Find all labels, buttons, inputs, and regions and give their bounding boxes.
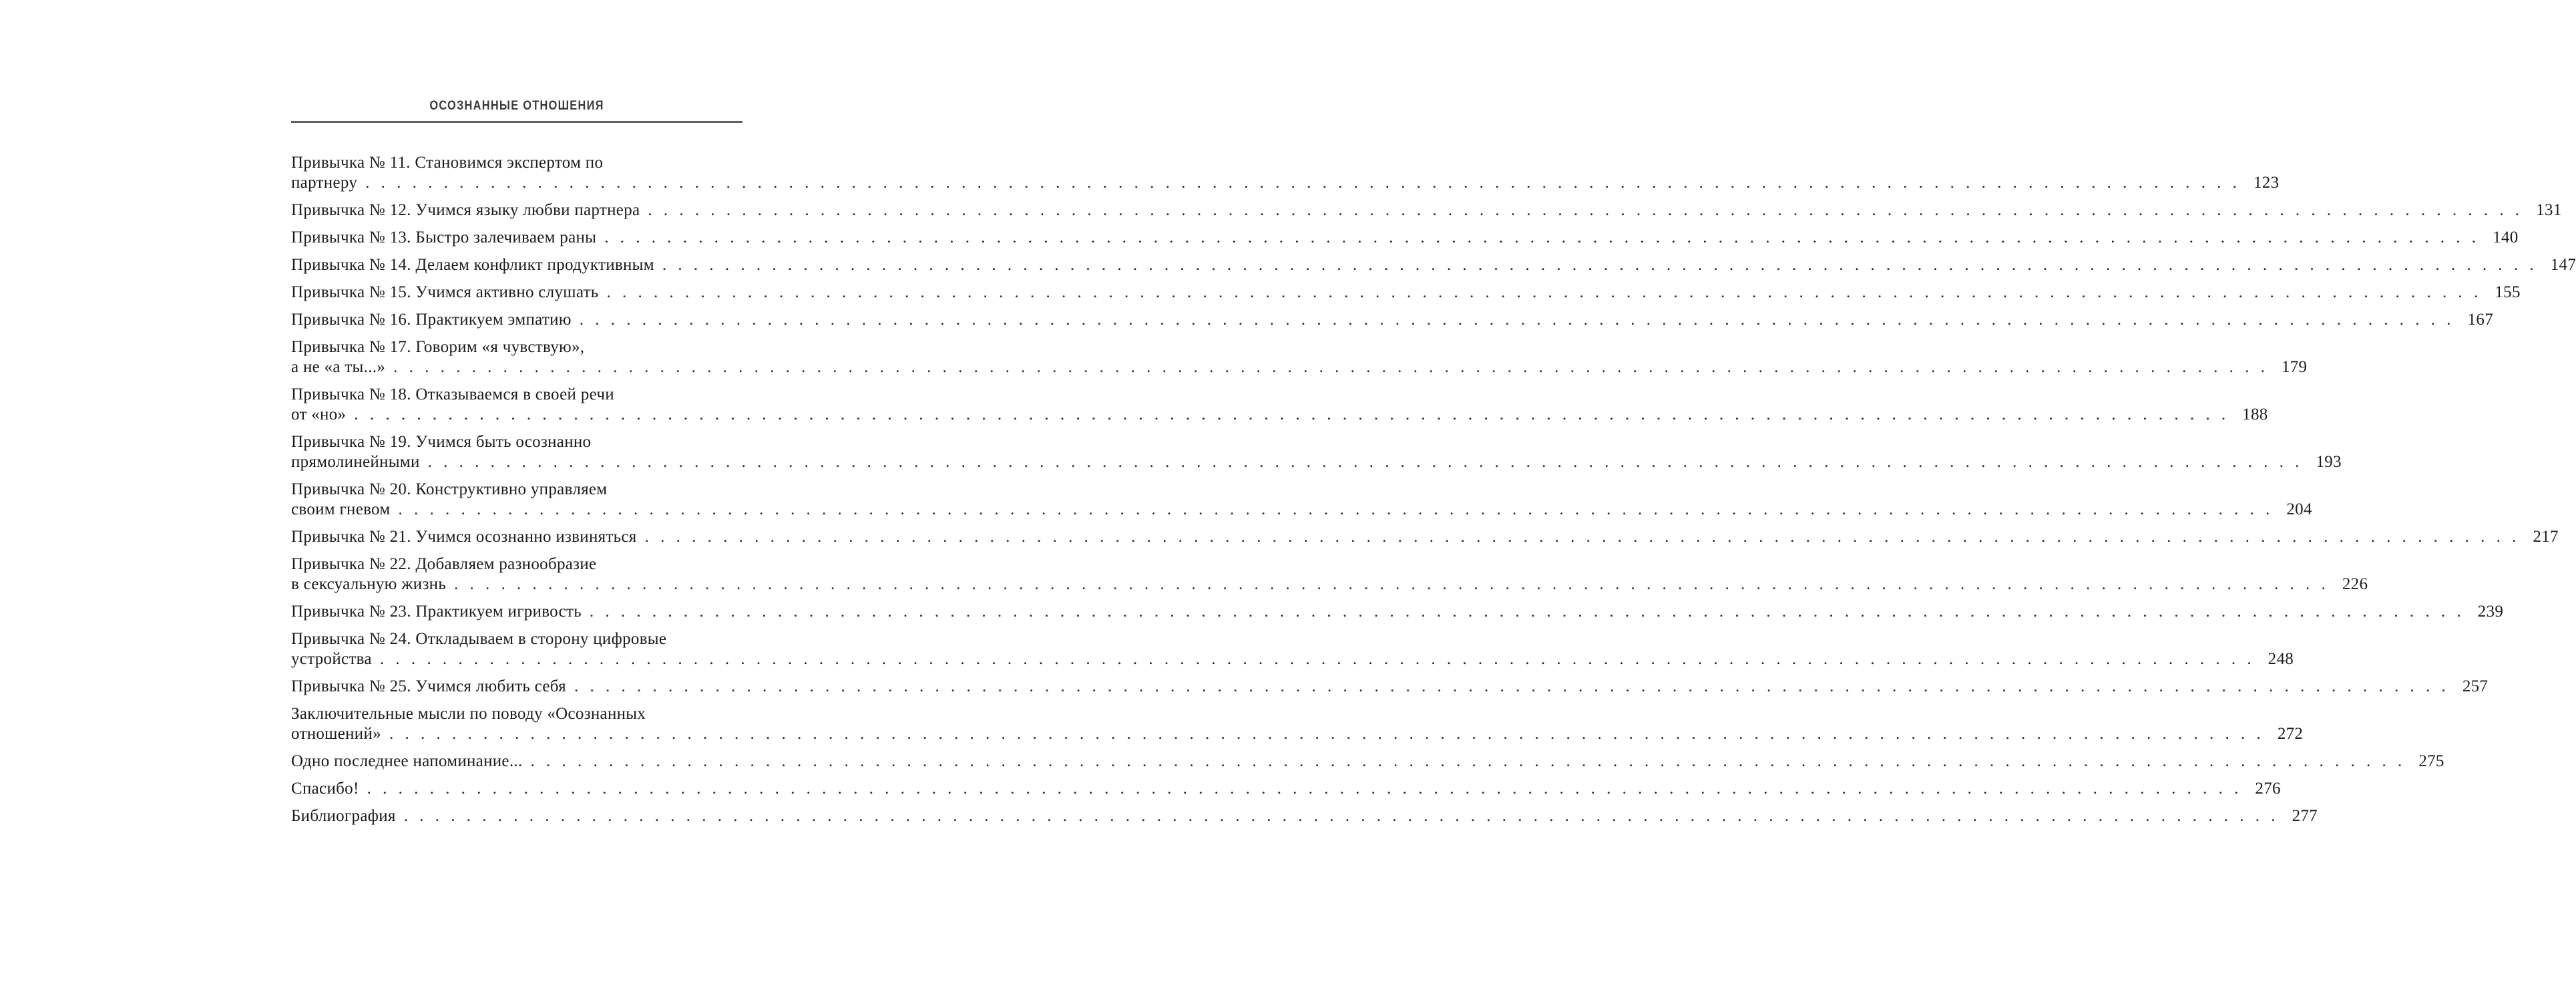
toc-page-number: 167 bbox=[2467, 311, 2494, 329]
toc-entry-last-line bbox=[291, 310, 2494, 330]
toc-entry-title: Привычка № 14. Делаем конфликт продуктивным bbox=[291, 256, 654, 274]
toc-entry bbox=[291, 779, 2281, 799]
toc-entry-title: отношений» bbox=[291, 725, 381, 743]
dot-leader: . . . . . . . . . . . . . . . . . . . . . . . . . . . . . . . . . . . . . . . . . . . . . . . . . . . . . . . . . . . . . . . . . . . . . . . . . . . . . . . . . . . . . . . . . . . . . . . . . . . . . . . . . . . . . . . . . . . . . . . . bbox=[365, 174, 2241, 192]
toc-entry-title: Спасибо! bbox=[291, 780, 359, 798]
toc-entry-last-line bbox=[291, 200, 2562, 220]
toc-page-number: 248 bbox=[2268, 650, 2294, 668]
toc-entry-title: Библиография bbox=[291, 807, 396, 825]
toc-entry bbox=[291, 337, 2308, 377]
dot-leader: . . . . . . . . . . . . . . . . . . . . . . . . . . . . . . . . . . . . . . . . . . . . . . . . . . . . . . . . . . . . . . . . . . . . . . . . . . . . . . . . . . . . . . . . . . . . . . . . . . . . . . . . . . . . . . . . . . . . . . . . bbox=[604, 228, 2480, 246]
dot-leader: . . . . . . . . . . . . . . . . . . . . . . . . . . . . . . . . . . . . . . . . . . . . . . . . . . . . . . . . . . . . . . . . . . . . . . . . . . . . . . . . . . . . . . . . . . . . . . . . . . . . . . . . . . . . . . . . . . . . . . . . bbox=[648, 201, 2523, 219]
toc-entry-title: Привычка № 18. Отказываемся в своей речи bbox=[291, 385, 614, 403]
dot-leader: . . . . . . . . . . . . . . . . . . . . . . . . . . . . . . . . . . . . . . . . . . . . . . . . . . . . . . . . . . . . . . . . . . . . . . . . . . . . . . . . . . . . . . . . . . . . . . . . . . . . . . . . . . . . . . . . . . . . . . . . bbox=[606, 283, 2482, 301]
toc-page-number: 257 bbox=[2462, 677, 2489, 695]
toc-entry-title: Привычка № 21. Учимся осознанно извиняться bbox=[291, 528, 637, 546]
toc-entry-title: устройства bbox=[291, 650, 372, 668]
dot-leader: . . . . . . . . . . . . . . . . . . . . . . . . . . . . . . . . . . . . . . . . . . . . . . . . . . . . . . . . . . . . . . . . . . . . . . . . . . . . . . . . . . . . . . . . . . . . . . . . . . . . . . . . . . . . . . . . . . . . . . . . bbox=[574, 677, 2450, 695]
toc-page-number: 275 bbox=[2418, 752, 2444, 770]
toc-entry-last-line bbox=[291, 405, 2268, 425]
dot-leader: . . . . . . . . . . . . . . . . . . . . . . . . . . . . . . . . . . . . . . . . . . . . . . . . . . . . . . . . . . . . . . . . . . . . . . . . . . . . . . . . . . . . . . . . . . . . . . . . . . . . . . . . . . . . . . . . . . . . . . . . bbox=[427, 453, 2303, 471]
toc-page-number: 239 bbox=[2477, 603, 2504, 621]
toc-entry bbox=[291, 153, 2280, 193]
toc-entry-last-line bbox=[291, 357, 2308, 377]
toc-entry bbox=[291, 752, 2444, 772]
running-header: ОСОЗНАННЫЕ ОТНОШЕНИЯ bbox=[429, 99, 604, 113]
header-rule bbox=[291, 121, 742, 123]
dot-leader: . . . . . . . . . . . . . . . . . . . . . . . . . . . . . . . . . . . . . . . . . . . . . . . . . . . . . . . . . . . . . . . . . . . . . . . . . . . . . . . . . . . . . . . . . . . . . . . . . . . . . . . . . . . . . . . . . . . . . . . . bbox=[454, 575, 2330, 593]
toc-entry-last-line bbox=[291, 574, 2368, 595]
toc-page-number: 276 bbox=[2255, 780, 2281, 798]
toc-entry bbox=[291, 228, 2519, 248]
toc-entry bbox=[291, 527, 2559, 547]
toc-entry-title: Привычка № 12. Учимся языку любви партнера bbox=[291, 201, 640, 219]
toc-entry-line bbox=[291, 385, 742, 405]
toc-entry-title: Привычка № 23. Практикуем игривость bbox=[291, 603, 582, 621]
toc-entry-last-line bbox=[291, 752, 2444, 772]
toc-entry-title: Привычка № 15. Учимся активно слушать bbox=[291, 283, 599, 301]
dot-leader: . . . . . . . . . . . . . . . . . . . . . . . . . . . . . . . . . . . . . . . . . . . . . . . . . . . . . . . . . . . . . . . . . . . . . . . . . . . . . . . . . . . . . . . . . . . . . . . . . . . . . . . . . . . . . . . . . . . . . . . . bbox=[354, 405, 2229, 424]
toc-entry bbox=[291, 283, 2521, 303]
toc-entry-title: Привычка № 19. Учимся быть осознанно bbox=[291, 433, 592, 451]
toc-entry-last-line bbox=[291, 806, 2318, 826]
toc-page-number: 272 bbox=[2277, 725, 2304, 743]
toc-entry bbox=[291, 310, 2494, 330]
table-of-contents bbox=[291, 153, 2576, 834]
toc-page-number: 277 bbox=[2292, 807, 2318, 825]
toc-page-number: 217 bbox=[2533, 528, 2559, 546]
dot-leader: . . . . . . . . . . . . . . . . . . . . . . . . . . . . . . . . . . . . . . . . . . . . . . . . . . . . . . . . . . . . . . . . . . . . . . . . . . . . . . . . . . . . . . . . . . . . . . . . . . . . . . . . . . . . . . . . . . . . . . . . bbox=[403, 807, 2279, 825]
toc-entry-line bbox=[291, 337, 742, 357]
toc-entry bbox=[291, 704, 2304, 744]
dot-leader: . . . . . . . . . . . . . . . . . . . . . . . . . . . . . . . . . . . . . . . . . . . . . . . . . . . . . . . . . . . . . . . . . . . . . . . . . . . . . . . . . . . . . . . . . . . . . . . . . . . . . . . . . . . . . . . . . . . . . . . . bbox=[530, 752, 2406, 770]
toc-entry-title: а не «а ты...» bbox=[291, 358, 386, 376]
toc-page-number: 147 bbox=[2550, 256, 2576, 274]
toc-entry-title: Привычка № 11. Становимся экспертом по bbox=[291, 154, 604, 172]
toc-entry-title: партнеру bbox=[291, 174, 358, 192]
toc-page-number: 131 bbox=[2536, 201, 2562, 219]
toc-entry bbox=[291, 200, 2562, 220]
toc-entry-title: прямолинейными bbox=[291, 453, 420, 471]
toc-entry-last-line bbox=[291, 500, 2312, 520]
toc-page-number: 155 bbox=[2495, 283, 2521, 301]
toc-entry-title: Заключительные мысли по поводу «Осознанных bbox=[291, 705, 646, 723]
toc-entry-title: от «но» bbox=[291, 405, 347, 424]
toc-page-number: 226 bbox=[2342, 575, 2368, 593]
toc-page-number: 188 bbox=[2242, 405, 2268, 424]
toc-entry-line bbox=[291, 629, 742, 649]
toc-entry-line bbox=[291, 554, 742, 574]
toc-entry-last-line bbox=[291, 724, 2304, 744]
dot-leader: . . . . . . . . . . . . . . . . . . . . . . . . . . . . . . . . . . . . . . . . . . . . . . . . . . . . . . . . . . . . . . . . . . . . . . . . . . . . . . . . . . . . . . . . . . . . . . . . . . . . . . . . . . . . . . . . . . . . . . . . bbox=[398, 500, 2274, 518]
dot-leader: . . . . . . . . . . . . . . . . . . . . . . . . . . . . . . . . . . . . . . . . . . . . . . . . . . . . . . . . . . . . . . . . . . . . . . . . . . . . . . . . . . . . . . . . . . . . . . . . . . . . . . . . . . . . . . . . . . . . . . . . bbox=[579, 311, 2455, 329]
toc-entry bbox=[291, 385, 2268, 425]
toc-entry-last-line bbox=[291, 779, 2281, 799]
dot-leader: . . . . . . . . . . . . . . . . . . . . . . . . . . . . . . . . . . . . . . . . . . . . . . . . . . . . . . . . . . . . . . . . . . . . . . . . . . . . . . . . . . . . . . . . . . . . . . . . . . . . . . . . . . . . . . . . . . . . . . . . bbox=[393, 358, 2269, 376]
toc-entry bbox=[291, 806, 2318, 826]
toc-entry-title: Привычка № 25. Учимся любить себя bbox=[291, 677, 566, 695]
toc-entry bbox=[291, 432, 2342, 472]
toc-page-number: 140 bbox=[2493, 228, 2519, 246]
dot-leader: . . . . . . . . . . . . . . . . . . . . . . . . . . . . . . . . . . . . . . . . . . . . . . . . . . . . . . . . . . . . . . . . . . . . . . . . . . . . . . . . . . . . . . . . . . . . . . . . . . . . . . . . . . . . . . . . . . . . . . . . bbox=[644, 528, 2520, 546]
toc-page-number: 193 bbox=[2316, 453, 2342, 471]
toc-entry-last-line bbox=[291, 452, 2342, 472]
toc-page-number: 204 bbox=[2286, 500, 2312, 518]
toc-page-number: 179 bbox=[2281, 358, 2308, 376]
toc-entry-last-line bbox=[291, 677, 2489, 697]
dot-leader: . . . . . . . . . . . . . . . . . . . . . . . . . . . . . . . . . . . . . . . . . . . . . . . . . . . . . . . . . . . . . . . . . . . . . . . . . . . . . . . . . . . . . . . . . . . . . . . . . . . . . . . . . . . . . . . . . . . . . . . . bbox=[662, 256, 2538, 274]
toc-entry-title: Привычка № 22. Добавляем разнообразие bbox=[291, 555, 597, 573]
dot-leader: . . . . . . . . . . . . . . . . . . . . . . . . . . . . . . . . . . . . . . . . . . . . . . . . . . . . . . . . . . . . . . . . . . . . . . . . . . . . . . . . . . . . . . . . . . . . . . . . . . . . . . . . . . . . . . . . . . . . . . . . bbox=[389, 725, 2265, 743]
toc-entry-last-line bbox=[291, 283, 2521, 303]
toc-entry-line bbox=[291, 480, 742, 500]
toc-entry-last-line bbox=[291, 173, 2280, 193]
toc-entry-title: Привычка № 20. Конструктивно управляем bbox=[291, 480, 608, 498]
toc-entry-title: Привычка № 13. Быстро залечиваем раны bbox=[291, 228, 597, 246]
toc-entry-last-line bbox=[291, 228, 2519, 248]
toc-entry-last-line bbox=[291, 527, 2559, 547]
toc-entry bbox=[291, 480, 2312, 520]
toc-entry-title: своим гневом bbox=[291, 500, 391, 518]
toc-entry-line bbox=[291, 153, 742, 173]
toc-entry bbox=[291, 554, 2368, 595]
toc-entry-line bbox=[291, 432, 742, 452]
toc-entry-title: Привычка № 16. Практикуем эмпатию bbox=[291, 311, 572, 329]
toc-entry-title: в сексуальную жизнь bbox=[291, 575, 447, 593]
toc-entry bbox=[291, 602, 2504, 622]
toc-entry-title: Привычка № 24. Откладываем в сторону цифровые bbox=[291, 630, 667, 648]
toc-entry-last-line bbox=[291, 649, 2294, 669]
dot-leader: . . . . . . . . . . . . . . . . . . . . . . . . . . . . . . . . . . . . . . . . . . . . . . . . . . . . . . . . . . . . . . . . . . . . . . . . . . . . . . . . . . . . . . . . . . . . . . . . . . . . . . . . . . . . . . . . . . . . . . . . bbox=[379, 650, 2256, 668]
toc-entry bbox=[291, 255, 2576, 275]
toc-entry-last-line bbox=[291, 255, 2576, 275]
toc-entry bbox=[291, 677, 2489, 697]
toc-entry bbox=[291, 629, 2294, 669]
dot-leader: . . . . . . . . . . . . . . . . . . . . . . . . . . . . . . . . . . . . . . . . . . . . . . . . . . . . . . . . . . . . . . . . . . . . . . . . . . . . . . . . . . . . . . . . . . . . . . . . . . . . . . . . . . . . . . . . . . . . . . . . bbox=[589, 603, 2465, 621]
toc-entry-title: Привычка № 17. Говорим «я чувствую», bbox=[291, 338, 585, 356]
toc-page-number: 123 bbox=[2253, 174, 2280, 192]
toc-entry-last-line bbox=[291, 602, 2504, 622]
dot-leader: . . . . . . . . . . . . . . . . . . . . . . . . . . . . . . . . . . . . . . . . . . . . . . . . . . . . . . . . . . . . . . . . . . . . . . . . . . . . . . . . . . . . . . . . . . . . . . . . . . . . . . . . . . . . . . . . . . . . . . . . bbox=[367, 780, 2242, 798]
toc-entry-line bbox=[291, 704, 742, 724]
toc-entry-title: Одно последнее напоминание... bbox=[291, 752, 523, 770]
